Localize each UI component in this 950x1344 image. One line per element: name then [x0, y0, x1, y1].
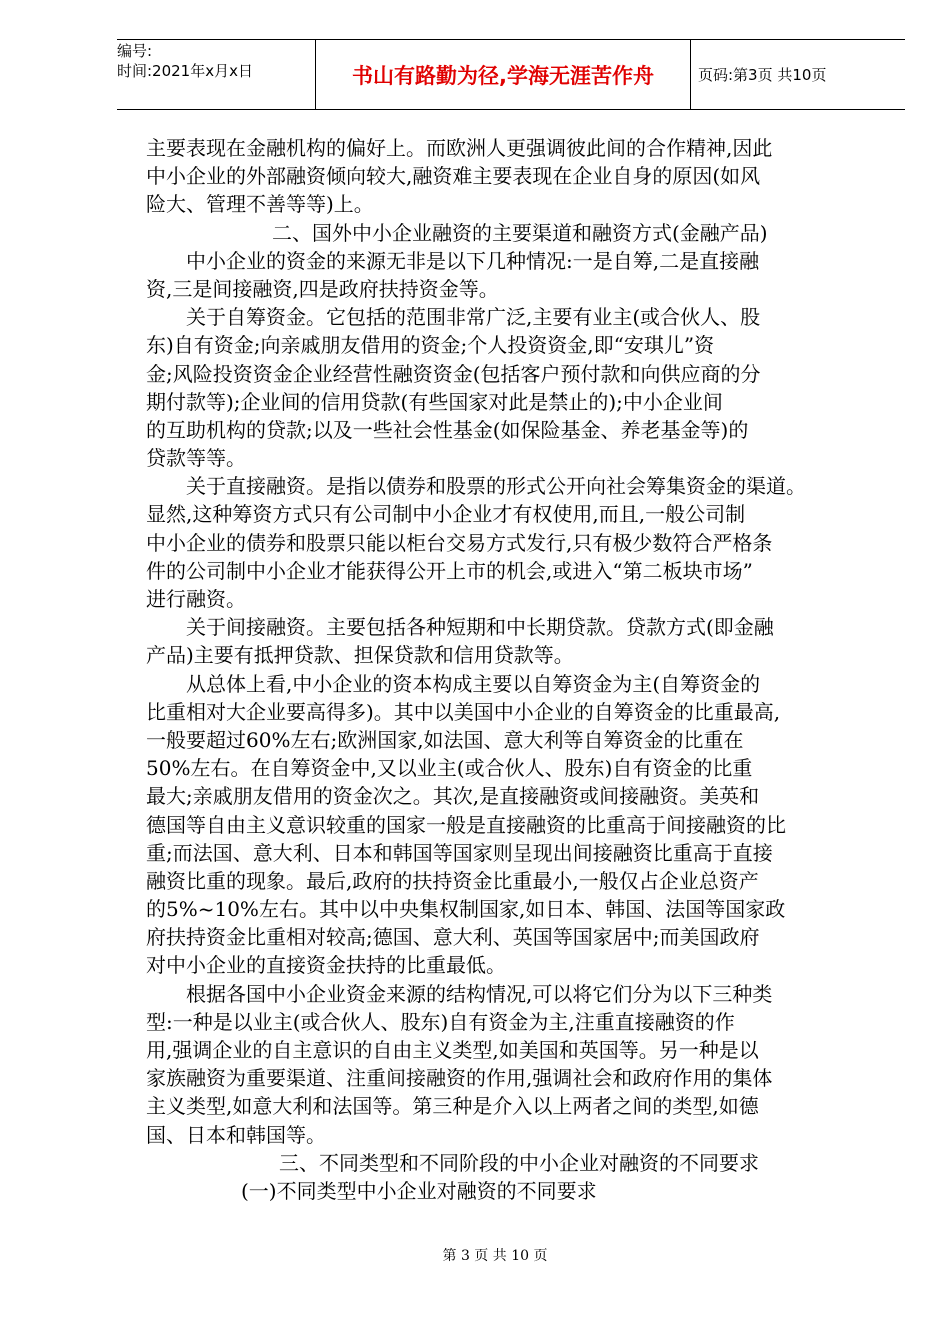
body-text-line: 府扶持资金比重相对较高;德国、意大利、英国等国家居中;而美国政府 — [146, 925, 760, 950]
body-text-line: 根据各国中小企业资金来源的结构情况,可以将它们分为以下三种类 — [186, 981, 773, 1006]
body-text-line: 的互助机构的贷款;以及一些社会性基金(如保险基金、养老基金等)的 — [146, 417, 749, 442]
body-text-line: 件的公司制中小企业才能获得公开上市的机会,或进入“第二板块市场” — [146, 558, 753, 583]
body-text-line: 比重相对大企业要高得多)。其中以美国中小企业的自筹资金的比重最高, — [146, 699, 781, 724]
body-text-line: 关于直接融资。是指以债券和股票的形式公开向社会筹集资金的渠道。 — [186, 474, 806, 499]
section-heading: 二、国外中小企业融资的主要渠道和融资方式(金融产品) — [272, 220, 768, 245]
body-text-line: 家族融资为重要渠道、注重间接融资的作用,强调社会和政府作用的集体 — [146, 1066, 773, 1091]
body-text-line: 国、日本和韩国等。 — [146, 1122, 326, 1147]
body-text-line: 融资比重的现象。最后,政府的扶持资金比重最小,一般仅占企业总资产 — [146, 868, 759, 893]
body-text-line: 产品)主要有抵押贷款、担保贷款和信用贷款等。 — [146, 643, 574, 668]
body-text-line: 中小企业的资金的来源无非是以下几种情况:一是自筹,二是直接融 — [186, 248, 760, 273]
body-text-line: 险大、管理不善等等)上。 — [146, 192, 374, 217]
body-text-line: 中小企业的债券和股票只能以柜台交易方式发行,只有极少数符合严格条 — [146, 530, 773, 555]
body-text-line: 进行融资。 — [146, 587, 246, 611]
page-header — [117, 39, 905, 110]
body-text-line: 50%左右。在自筹资金中,又以业主(或合伙人、股东)自有资金的比重 — [146, 756, 753, 781]
document-number-label: 编号: — [117, 42, 153, 60]
document-time-label: 时间:2021年x月x日 — [117, 62, 253, 80]
body-text-line: 德国等自由主义意识较重的国家一般是直接融资的比重高于间接融资的比 — [146, 812, 786, 837]
body-text-line: 的5%~10%左右。其中以中央集权制国家,如日本、韩国、法国等国家政 — [146, 897, 786, 922]
body-text-line: 主要表现在金融机构的偏好上。而欧洲人更强调彼此间的合作精神,因此 — [146, 136, 773, 160]
body-text-line: 一般要超过60%左右;欧洲国家,如法国、意大利等自筹资金的比重在 — [146, 727, 744, 752]
body-text-line: 贷款等等。 — [146, 446, 246, 471]
body-text-line: 关于间接融资。主要包括各种短期和中长期贷款。贷款方式(即金融 — [186, 615, 774, 640]
section-heading: 三、不同类型和不同阶段的中小企业对融资的不同要求 — [279, 1150, 759, 1175]
body-text-line: 最大;亲戚朋友借用的资金次之。其次,是直接融资或间接融资。美英和 — [146, 784, 760, 809]
body-text-line: 资,三是间接融资,四是政府扶持资金等。 — [146, 276, 499, 301]
body-text-line: 重;而法国、意大利、日本和韩国等国家则呈现出间接融资比重高于直接 — [146, 840, 773, 865]
body-text-line: 关于自筹资金。它包括的范围非常广泛,主要有业主(或合伙人、股 — [186, 305, 761, 330]
page-footer: 第 3 页 共 10 页 — [442, 1248, 548, 1264]
header-meta — [117, 40, 315, 109]
document-body — [146, 134, 866, 1205]
body-text-line: 型:一种是以业主(或合伙人、股东)自有资金为主,注重直接融资的作 — [146, 1009, 735, 1034]
body-text-line: 主义类型,如意大利和法国等。第三种是介入以上两者之间的类型,如德 — [146, 1094, 759, 1119]
body-text-line: 对中小企业的直接资金扶持的比重最低。 — [146, 953, 506, 978]
body-text-line: 中小企业的外部融资倾向较大,融资难主要表现在企业自身的原因(如风 — [146, 164, 761, 189]
body-text-line: 显然,这种筹资方式只有公司制中小企业才有权使用,而且,一般公司制 — [146, 502, 746, 527]
header-page-code: 页码:第3页 共10页 — [698, 66, 827, 84]
body-text-line: 用,强调企业的自主意识的自由主义类型,如美国和英国等。另一种是以 — [146, 1038, 759, 1062]
body-text-line: 从总体上看,中小企业的资本构成主要以自筹资金为主(自筹资金的 — [186, 671, 761, 696]
section-heading: (一)不同类型中小企业对融资的不同要求 — [241, 1178, 597, 1203]
body-text-line: 东)自有资金;向亲戚朋友借用的资金;个人投资资金,即“安琪儿”资 — [146, 333, 715, 358]
body-text-line: 期付款等);企业间的信用贷款(有些国家对此是禁止的);中小企业间 — [146, 389, 723, 414]
body-text-line: 金;风险投资资金企业经营性融资资金(包括客户预付款和向供应商的分 — [146, 361, 761, 386]
header-motto: 书山有路勤为径,学海无涯苦作舟 — [315, 40, 691, 109]
